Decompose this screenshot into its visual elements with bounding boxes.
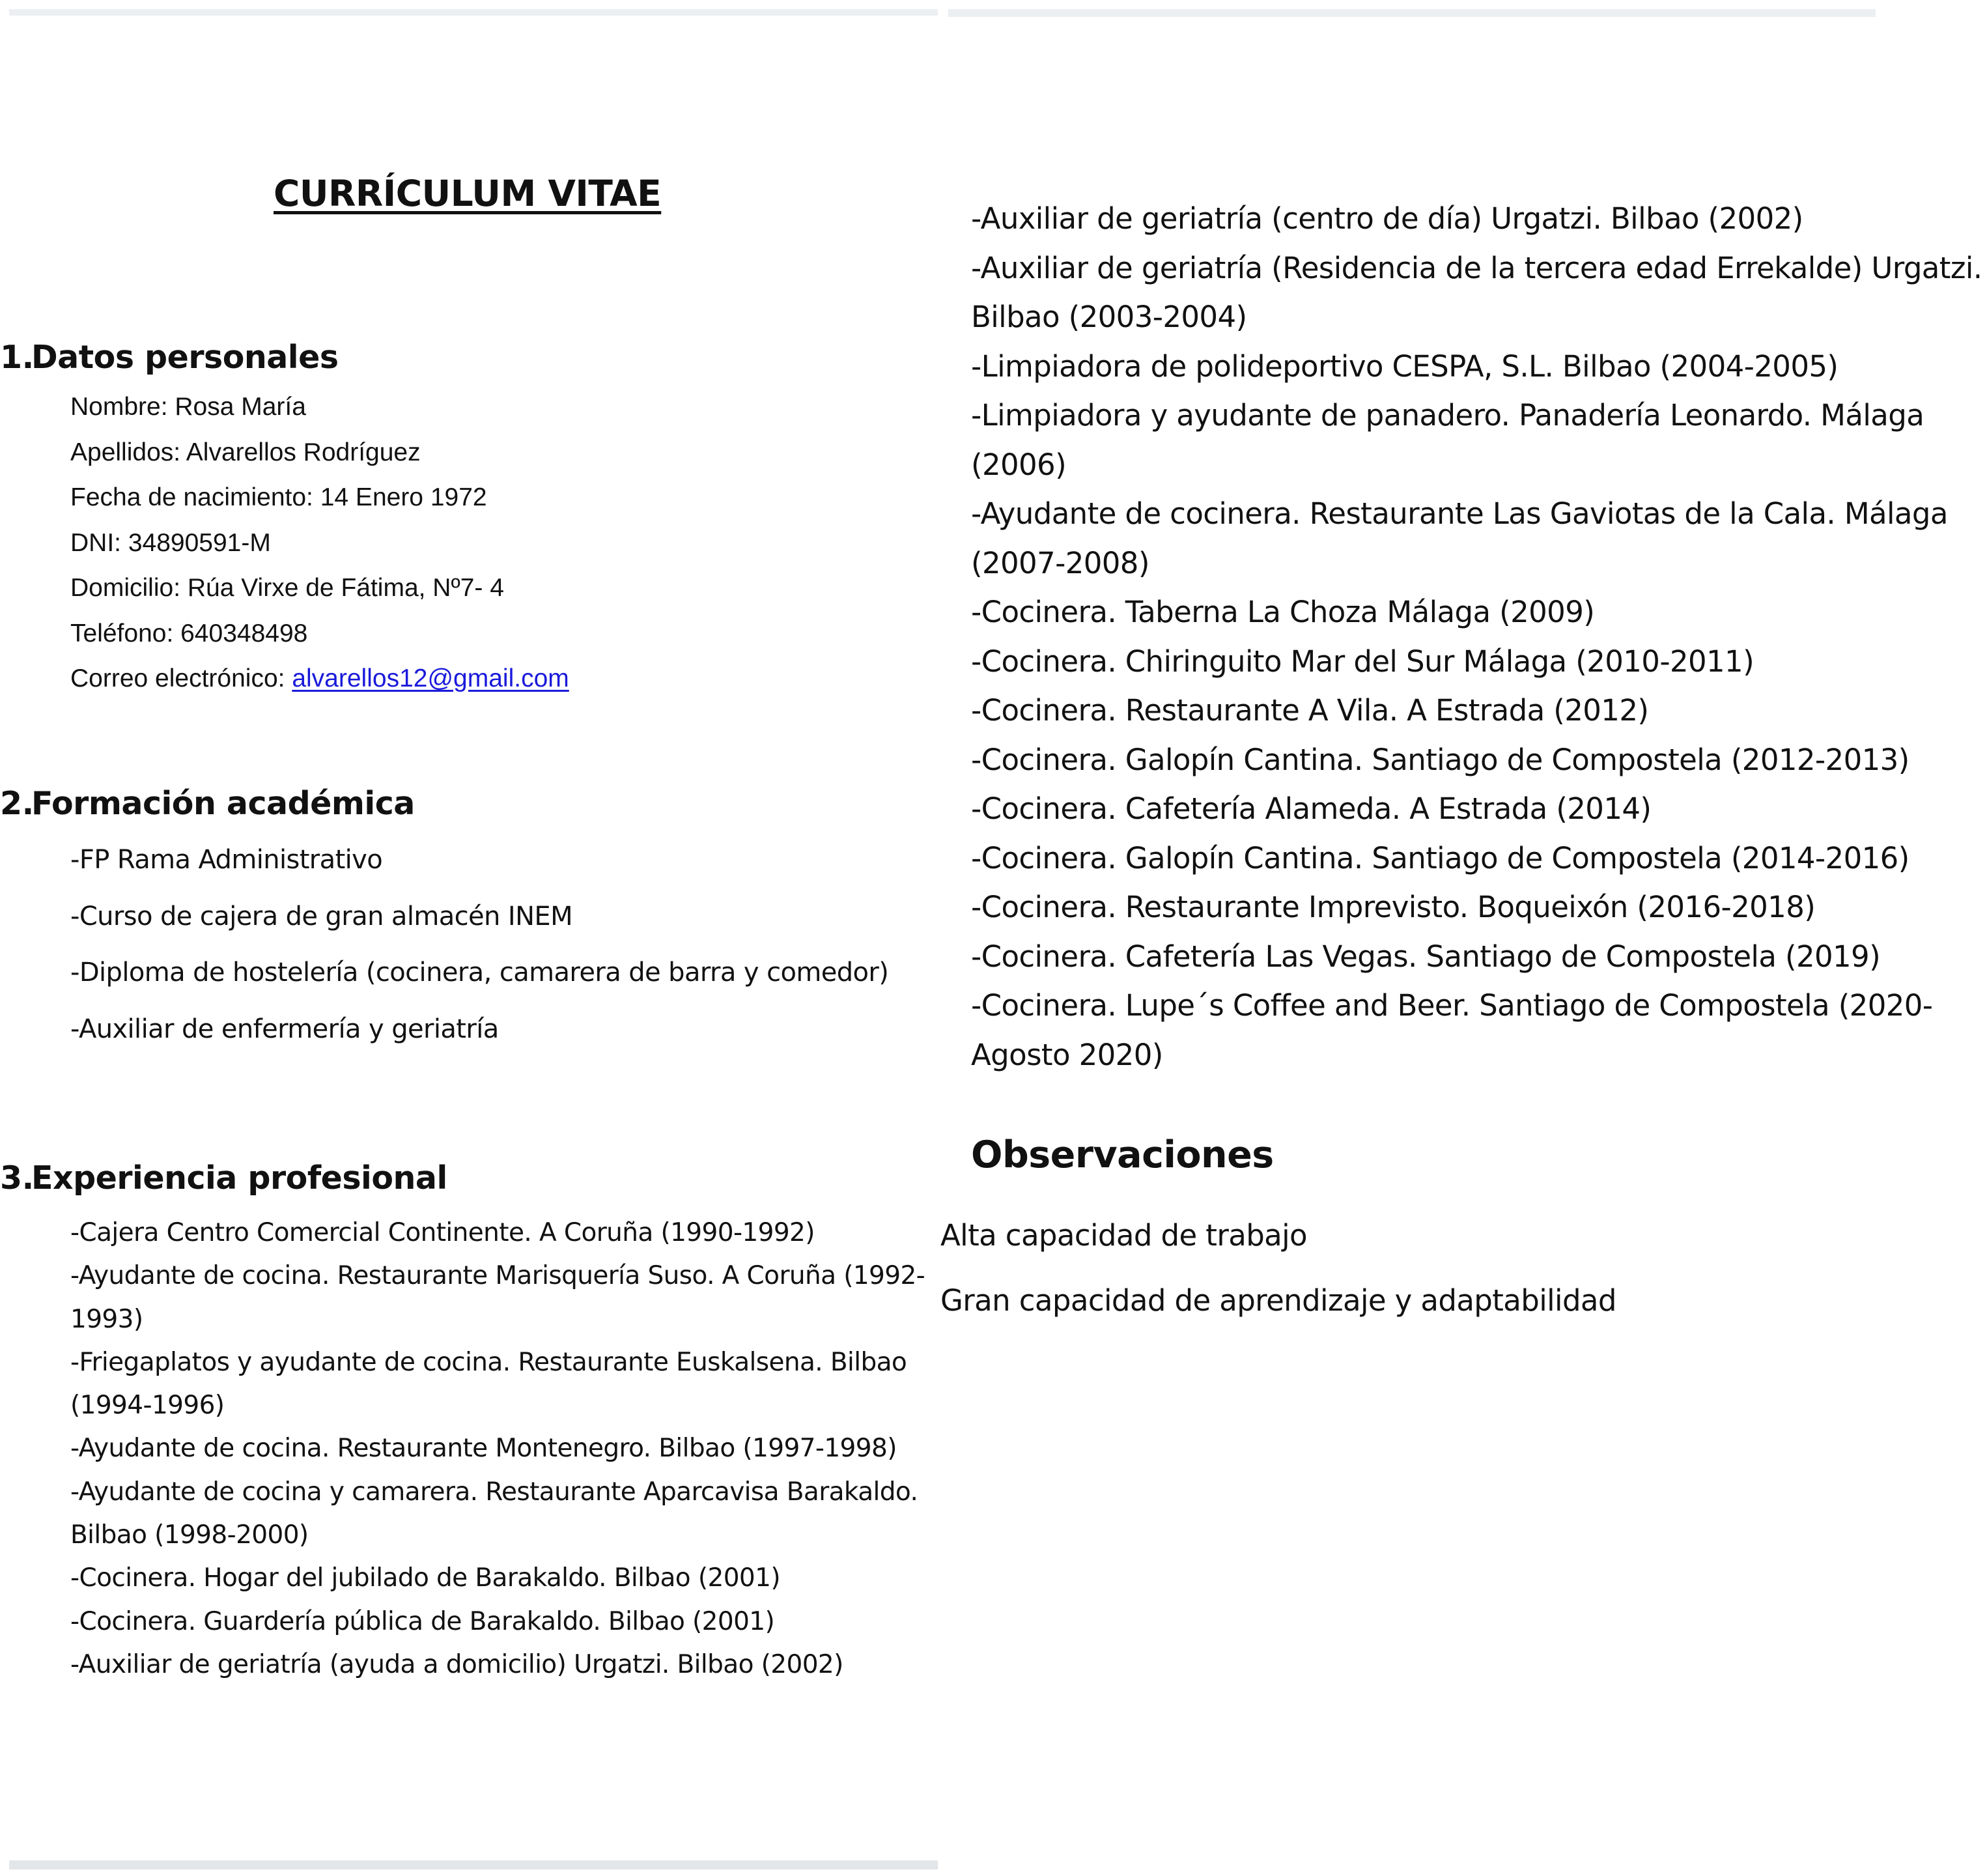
field-fecha-nacimiento: Fecha de nacimiento: 14 Enero 1972 [70,483,487,511]
page-edge-top [948,9,1876,17]
personal-data-list [70,391,569,708]
list-item: -Cocinera. Cafetería Alameda. A Estrada (2014) [971,791,1652,826]
section-heading-formacion [0,785,415,822]
page-edge-top [9,9,938,16]
section-number: 2. [0,785,34,822]
field-dni: DNI: 34890591-M [70,528,271,557]
section-number: 1. [0,339,34,376]
list-item: -Cocinera. Restaurante Imprevisto. Boqueixón (2016-2018) [971,890,1816,924]
list-item: -Diploma de hostelería (cocinera, camarera de barra y comedor) [70,958,889,988]
cv-page-2 [940,0,1982,1876]
email-link[interactable]: alvarellos12@gmail.com [292,664,569,692]
list-item: -Ayudante de cocina y camarera. Restaurante Aparcavisa Barakaldo. Bilbao (1998-2000) [70,1477,918,1550]
list-item: -Cocinera. Restaurante A Vila. A Estrada (2012) [971,693,1649,728]
section-heading-experiencia [0,1159,447,1197]
list-item: -Cocinera. Taberna La Choza Málaga (2009) [971,595,1595,629]
list-item: Alta capacidad de trabajo [940,1218,1307,1253]
observaciones-heading: Observaciones [971,1133,1274,1176]
section-title: Datos personales [31,339,339,376]
list-item: -Limpiadora y ayudante de panadero. Panadería Leonardo. Málaga (2006) [971,398,1924,482]
section-number: 3. [0,1159,34,1197]
list-item: -Ayudante de cocina. Restaurante Marisquería Suso. A Coruña (1992-1993) [70,1261,925,1334]
list-item: -Cocinera. Hogar del jubilado de Barakaldo. Bilbao (2001) [70,1563,780,1593]
list-item: -Cocinera. Cafetería Las Vegas. Santiago de Compostela (2019) [971,939,1881,974]
list-item: -Cocinera. Guardería pública de Barakaldo. Bilbao (2001) [70,1606,775,1636]
experience-list-page-1 [70,1212,930,1686]
list-item: -Cocinera. Lupe´s Coffee and Beer. Santiago de Compostela (2020- Agosto 2020) [971,988,1933,1072]
field-correo [70,662,569,708]
list-item: -Cocinera. Galopín Cantina. Santiago de Compostela (2014-2016) [971,840,1909,875]
page-divider [938,0,948,1876]
list-item: -Ayudante de cocina. Restaurante Montenegro. Bilbao (1997-1998) [70,1434,897,1464]
list-item: -FP Rama Administrativo [70,845,383,875]
list-item: -Cocinera. Chiringuito Mar del Sur Málaga (2010-2011) [971,644,1754,679]
education-list [70,840,888,1066]
list-item: -Cajera Centro Comercial Continente. A Coruña (1990-1992) [70,1218,815,1247]
list-item: -Ayudante de cocinera. Restaurante Las Gaviotas de la Cala. Málaga (2007-2008) [971,496,1948,580]
list-item: -Auxiliar de enfermería y geriatría [70,1014,499,1044]
list-item: -Cocinera. Galopín Cantina. Santiago de Compostela (2012-2013) [971,742,1909,777]
field-telefono: Teléfono: 640348498 [70,619,308,647]
list-item: -Auxiliar de geriatría (ayuda a domicilio) Urgatzi. Bilbao (2002) [70,1649,843,1679]
list-item: -Limpiadora de polideportivo CESPA, S.L. Bilbao (2004-2005) [971,348,1839,384]
page-edge-bottom [9,1860,938,1869]
experience-list-page-2 [971,194,1987,1079]
list-item: -Auxiliar de geriatría (centro de día) Urgatzi. Bilbao (2002) [971,201,1803,236]
field-nombre: Nombre: Rosa María [70,393,306,421]
email-label: Correo electrónico: [70,664,292,692]
section-title: Experiencia profesional [31,1159,447,1197]
field-domicilio: Domicilio: Rúa Virxe de Fátima, Nº7- 4 [70,574,504,602]
observations-list [940,1213,1616,1343]
list-item: -Friegaplatos y ayudante de cocina. Restaurante Euskalsena. Bilbao (1994-1996) [70,1347,907,1421]
list-item: -Auxiliar de geriatría (Residencia de la tercera edad Errekalde) Urgatzi. Bilbao (2003-2004) [971,250,1982,334]
cv-page-1 [0,0,938,1876]
list-item: Gran capacidad de aprendizaje y adaptabilidad [940,1283,1616,1318]
section-title: Formación académica [31,785,415,822]
list-item: -Curso de cajera de gran almacén INEM [70,901,573,931]
field-apellidos: Apellidos: Alvarellos Rodríguez [70,438,421,466]
section-heading-datos-personales [0,339,339,376]
document-title: CURRÍCULUM VITAE [274,173,662,214]
